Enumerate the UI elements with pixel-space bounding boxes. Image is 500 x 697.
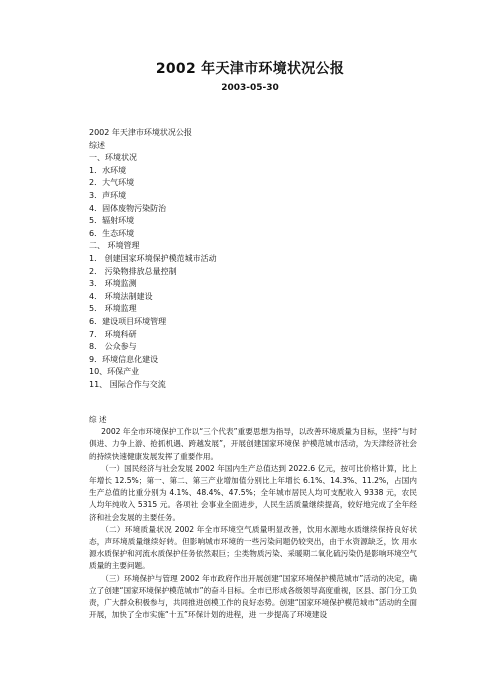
summary-section xyxy=(89,414,417,621)
toc-item: 7． 环境科研 xyxy=(89,329,137,339)
toc-item: 5．辐射环境 xyxy=(89,216,135,226)
summary-paragraph: 2002 年全市环境保护工作以“三个代表”重要思想为指导，以改善环境质量为目标，坚持“与时俱进、力争上游、抢抓机遇、跨越发展”，开展创建国家环境保 护模范城市活动，为天津经济社会的持续快速健康发展发挥了重要作用。 xyxy=(89,427,417,461)
toc-item: 4． 环境法制建设 xyxy=(89,291,153,301)
toc-item: 综述 xyxy=(89,140,105,150)
toc-item: 1．水环境 xyxy=(89,165,127,175)
summary-heading: 综 述 xyxy=(89,415,107,424)
toc-item: 8． 公众参与 xyxy=(89,342,137,352)
toc-item: 5． 环境监理 xyxy=(89,304,137,314)
document-date: 2003-05-30 xyxy=(221,83,279,93)
toc-item: 一、环境状况 xyxy=(89,153,137,163)
toc-item: 9．环境信息化建设 xyxy=(89,354,159,364)
toc-item: 6．生态环境 xyxy=(89,228,135,238)
document-title: 2002 年天津市环境状况公报 xyxy=(155,61,345,77)
toc-item: 2002 年天津市环境状况公报 xyxy=(89,128,192,137)
toc-item: 10、环保产业 xyxy=(89,367,140,377)
toc-item: 2． 污染物排放总量控制 xyxy=(89,266,177,276)
summary-paragraph: （一）国民经济与社会发展 2002 年国内生产总值达到 2022.6 亿元，按可比价格计算，比上年增长 12.5%；第一、第二、第三产业增加值分别比上年增长 6.1%、14.3%、11.2%，占国内生产总值的比重分别为 4.1%、48.4%、47.5%；全年城市居民人均可支配收入 9338 元，农民人均年纯收入 5315 元。各项社 会事业全面进步，人民生活质量继续提高，较好地完成了全年经济和社会发展的主要任务。 xyxy=(89,463,417,522)
toc-item: 11、 国际合作与交流 xyxy=(89,379,166,389)
toc-item: 二、 环境管理 xyxy=(89,241,140,251)
summary-paragraph: （三）环境保护与管理 2002 年市政府作出开展创建“国家环境保护模范城市”活动的决定，确立了创建“国家环境保护模范城市”的奋斗目标。全市已形成各级领导高度重视，区县、部门分工负责，广大群众积极参与，共同推进创模工作的良好态势。创建“国家环境保护模范城市”活动的全面开展，加快了全市实施“十五”环保计划的进程，进 一步提高了环境建设 xyxy=(89,573,417,620)
toc-item: 6．建设项目环境管理 xyxy=(89,316,167,326)
summary-paragraph: （二）环境质量状况 2002 年全市环境空气质量明显改善，饮用水源地水质继续保持良好状态，声环境质量继续好转。但影响城市环境的一些污染问题仍较突出，由于水资源缺乏，饮 用水源水质保护和河流水质保护任务依然艰巨；尘类物质污染、采暖期二氧化硫污染仍是影响环境空气质量的主要问题。 xyxy=(89,524,417,571)
table-of-contents xyxy=(89,127,419,391)
toc-item: 2．大气环境 xyxy=(89,178,135,188)
toc-item: 3． 环境监测 xyxy=(89,279,137,289)
toc-item: 1． 创建国家环境保护模范城市活动 xyxy=(89,253,217,263)
toc-item: 3．声环境 xyxy=(89,190,127,200)
toc-item: 4．固体废物污染防治 xyxy=(89,203,167,213)
